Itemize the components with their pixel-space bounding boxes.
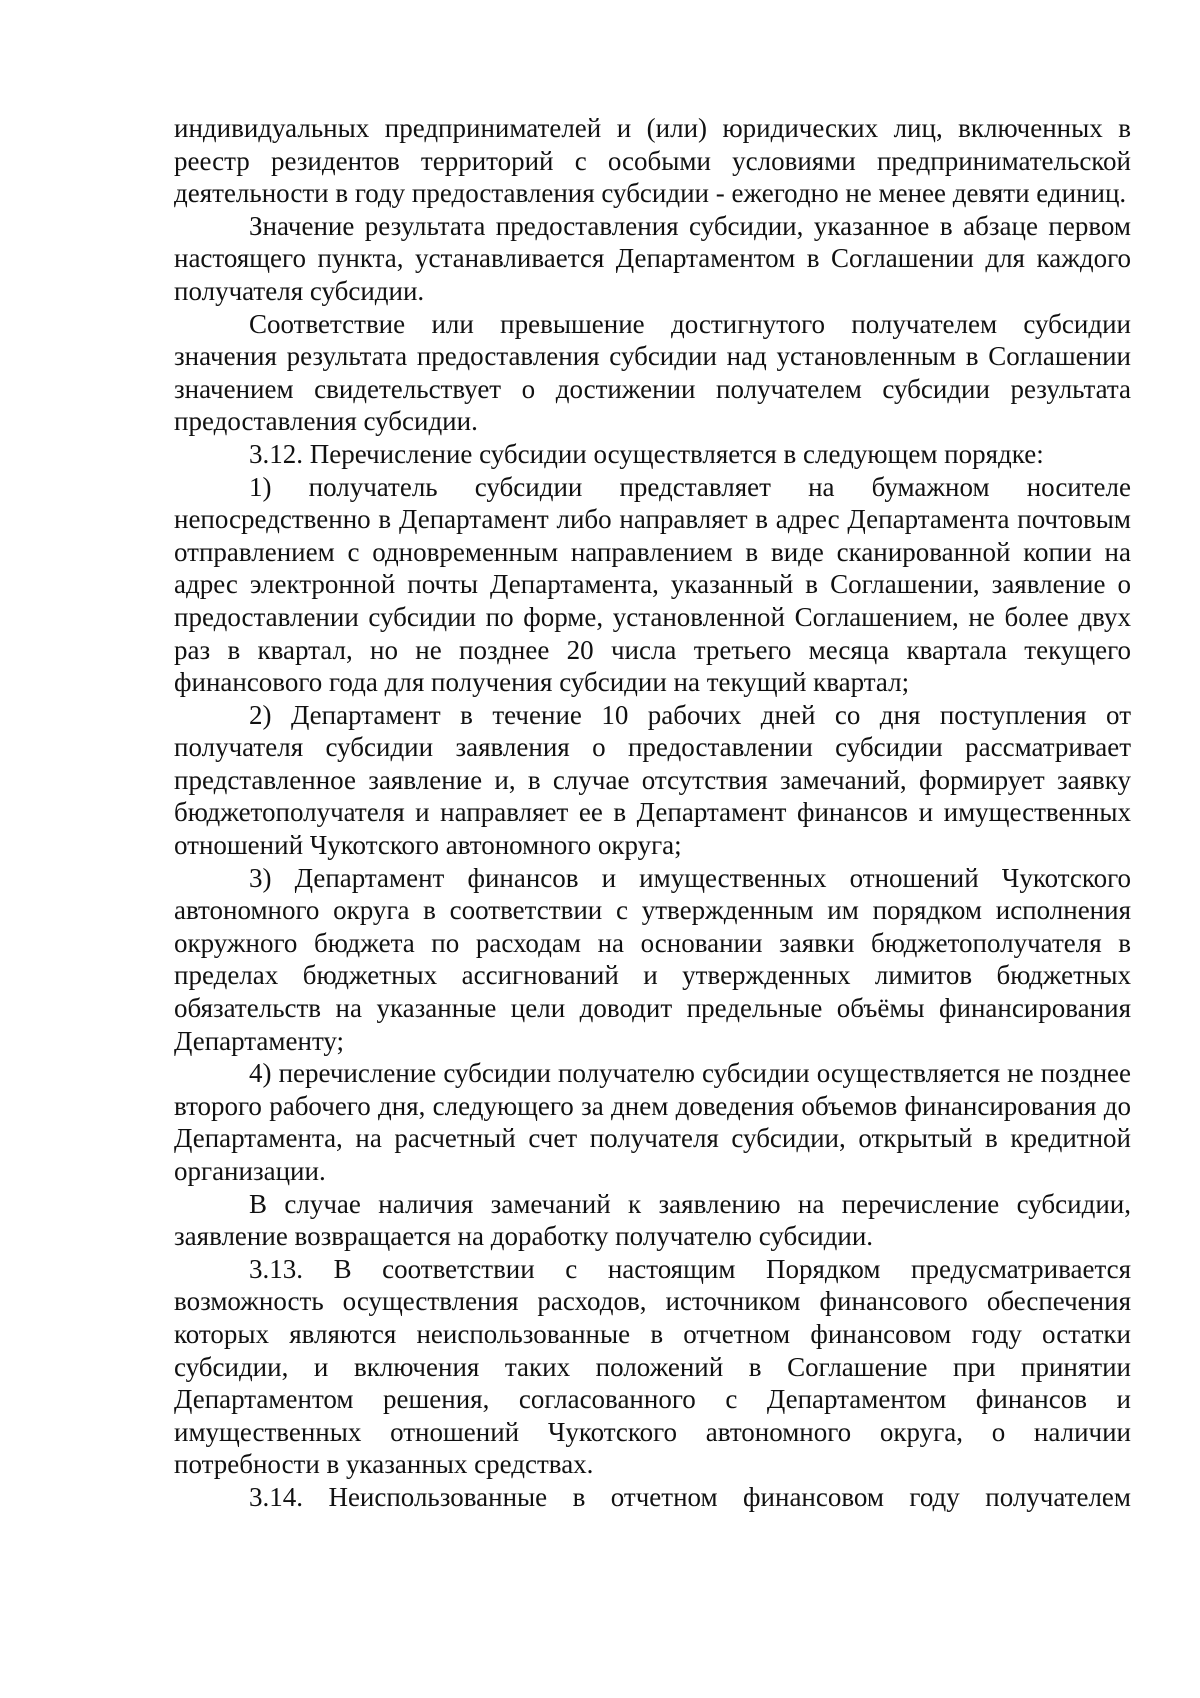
paragraph-result-value: Значение результата предоставления субсидии, указанное в абзаце первом настоящего пункта, устанавливается Департаментом в Соглашении для каждого получателя субсидии.	[174, 210, 1131, 306]
list-item-2: 2) Департамент в течение 10 рабочих дней со дня поступления от получателя субсидии заявления о предоставлении субсидии рассматривает представленное заявление и, в случае отсутствия замечаний, формирует заявку бюджетополучателя и направляет ее в Департамент финансов и имущественных отношений Чукотского автономного округа;	[174, 699, 1131, 861]
paragraph-continuation: индивидуальных предпринимателей и (или) юридических лиц, включенных в реестр резидентов территорий с особыми условиями предпринимательской деятельности в году предоставления субсидии - ежегодно не менее девяти единиц.	[174, 113, 1131, 209]
document-body	[174, 112, 1131, 1514]
list-item-4: 4) перечисление субсидии получателю субсидии осуществляется не позднее второго рабочего дня, следующего за днем доведения объемов финансирования до Департамента, на расчетный счет получателя субсидии, открытый в кредитной организации.	[174, 1058, 1131, 1186]
paragraph-result-compliance: Соответствие или превышение достигнутого получателем субсидии значения результата предоставления субсидии над установленным в Соглашении значением свидетельствует о достижении получателем субсидии результата предоставления субсидии.	[174, 308, 1131, 437]
paragraph-3-13: 3.13. В соответствии с настоящим Порядком предусматривается возможность осуществления расходов, источником финансового обеспечения которых являются неиспользованные в отчетном финансовом году остатки субсидии, и включения таких положений в Соглашение при принятии Департаментом решения, согласованного с Департаментом финансов и имущественных отношений Чукотского автономного округа, о наличии потребности в указанных средствах.	[174, 1253, 1131, 1480]
list-item-3: 3) Департамент финансов и имущественных отношений Чукотского автономного округа в соответствии с утвержденным им порядком исполнения окружного бюджета по расходам на основании заявки бюджетополучателя в пределах бюджетных ассигнований и утвержденных лимитов бюджетных обязательств на указанные цели доводит предельные объёмы финансирования Департаменту;	[174, 862, 1131, 1056]
paragraph-3-14: 3.14. Неиспользованные в отчетном финансовом году получателем	[249, 1481, 1131, 1512]
list-item-1: 1) получатель субсидии представляет на бумажном носителе непосредственно в Департамент либо направляет в адрес Департамента почтовым отправлением с одновременным направлением в виде сканированной копии на адрес электронной почты Департамента, указанный в Соглашении, заявление о предоставлении субсидии по форме, установленной Соглашением, не более двух раз в квартал, но не позднее 20 числа третьего месяца квартала текущего финансового года для получения субсидии на текущий квартал;	[174, 471, 1131, 698]
paragraph-3-12: 3.12. Перечисление субсидии осуществляется в следующем порядке:	[249, 438, 1044, 469]
paragraph-remarks: В случае наличия замечаний к заявлению на перечисление субсидии, заявление возвращается на доработку получателю субсидии.	[174, 1188, 1131, 1252]
